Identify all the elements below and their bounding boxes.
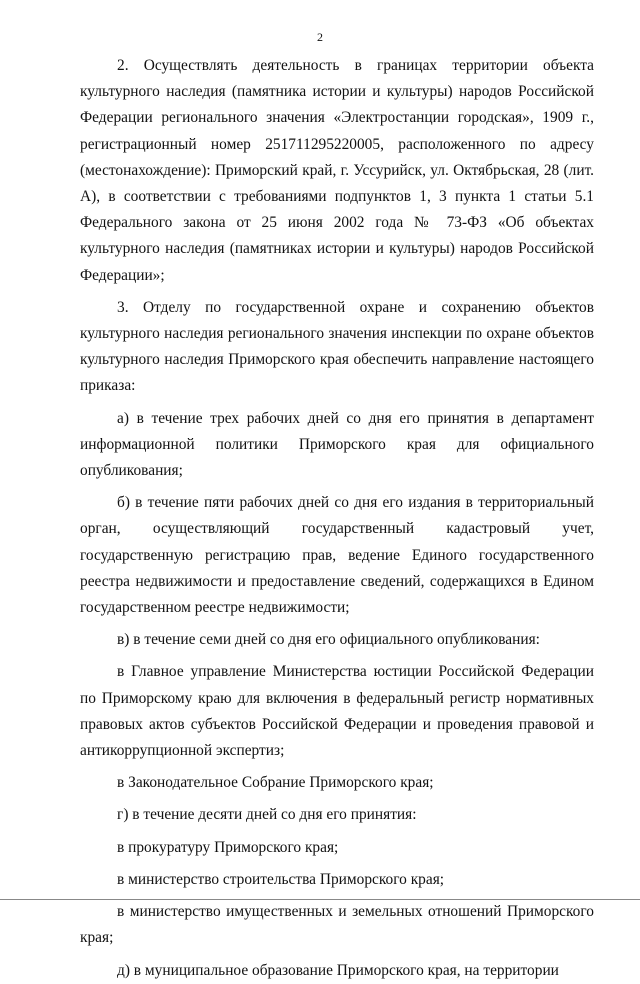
paragraph-item-2: 2. Осуществлять деятельность в границах территории объекта культурного наследия (памятника истории и культуры) народов Российской Федерации регионального значения «Электростанции городская», 1909 г., регистрационный номер 251711295220005, расположенного по адресу (местонахождение): Приморский край, г. Уссурийск, ул. Октябрьская, 28 (лит. А), в соответствии с требованиями подпунктов 1, 3 пункта 1 статьи 5.1 Федерального закона от 25 июня 2002 года № 73-ФЗ «Об объектах культурного наследия (памятниках истории и культуры) народов Российской Федерации»; xyxy=(80,57,594,284)
paragraph-ministry-property: в министерство имущественных и земельных отношений Приморского края; xyxy=(80,903,594,947)
paragraph-prosecutor: в прокуратуру Приморского края; xyxy=(117,838,339,856)
paragraph-subitem-b: б) в течение пяти рабочих дней со дня его издания в территориальный орган, осуществляющий государственный кадастровый учет, государственную регистрацию прав, ведение Единого государственного реестра недвижимости и предоставление сведений, содержащихся в Едином государственном реестре недвижимости; xyxy=(80,494,594,617)
paragraph-subitem-a: а) в течение трех рабочих дней со дня его принятия в департамент информационной политики Приморского края для официального опубликования; xyxy=(80,409,594,480)
page-number: 2 xyxy=(317,30,323,44)
paragraph-subitem-d: д) в муниципальное образование Приморского края, на территории xyxy=(117,961,559,979)
paragraph-ministry-construction: в министерство строительства Приморского края; xyxy=(117,870,445,888)
paragraph-subitem-g: г) в течение десяти дней со дня его принятия: xyxy=(117,806,417,824)
paragraph-ministry-justice: в Главное управление Министерства юстиции Российской Федерации по Приморскому краю для включения в федеральный регистр нормативных правовых актов субъектов Российской Федерации и проведения правовой и антикоррупционной экспертиз; xyxy=(80,663,594,760)
document-body xyxy=(80,53,594,984)
page-bottom-edge xyxy=(0,899,640,900)
paragraph-legislative-assembly: в Законодательное Собрание Приморского края; xyxy=(117,774,434,792)
paragraph-subitem-v: в) в течение семи дней со дня его официального опубликования: xyxy=(117,631,540,649)
paragraph-item-3: 3. Отделу по государственной охране и сохранению объектов культурного наследия регионального значения инспекции по охране объектов культурного наследия Приморского края обеспечить направление настоящего приказа: xyxy=(80,298,594,395)
